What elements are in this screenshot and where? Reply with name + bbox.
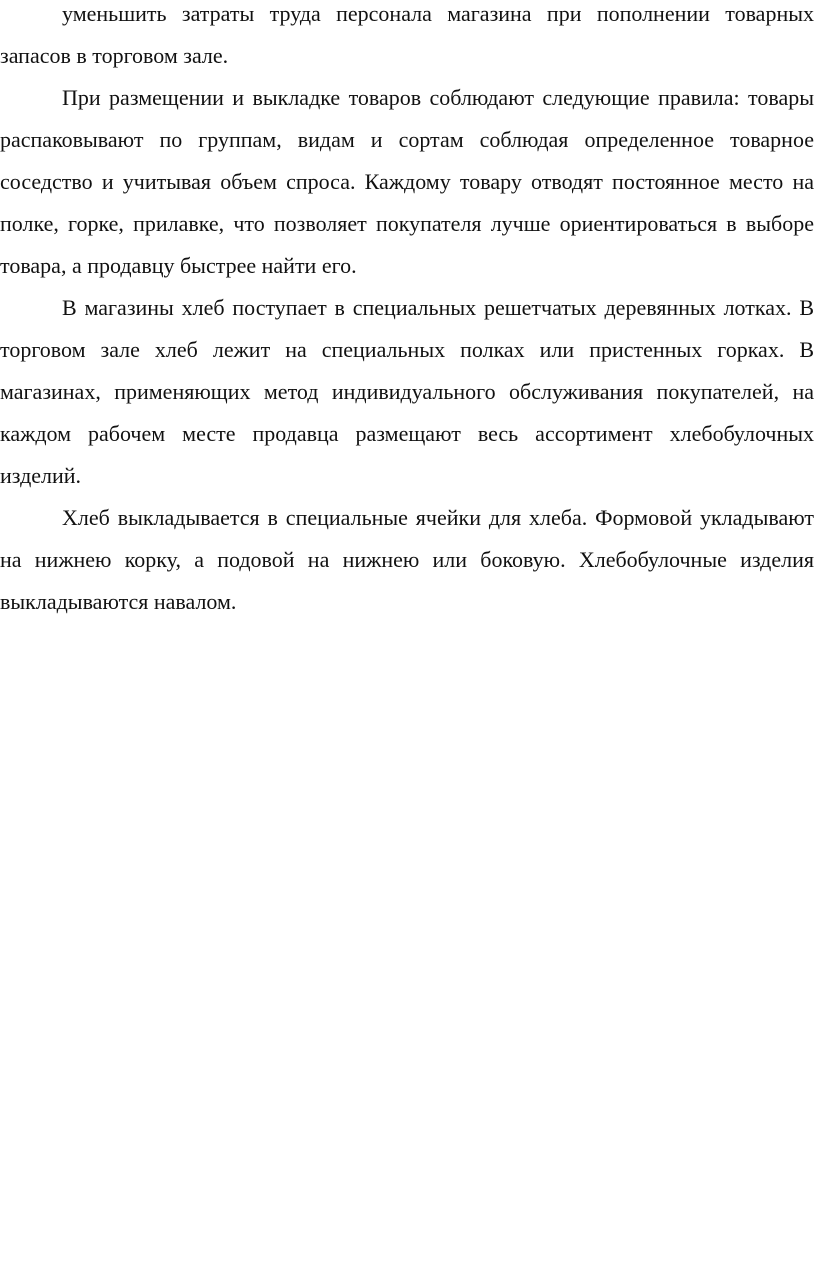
paragraph-bread-delivery: В магазины хлеб поступает в специальных решетчатых деревянных лотках. В торговом зале хлеб лежит на специальных полках или пристенных горках. В магазинах, применяющих метод индивидуального обслуживания покупателей, на каждом рабочем месте продавца размещают весь ассортимент хлебобулочных изделий. xyxy=(0,295,814,488)
paragraph-display-rules: При размещении и выкладке товаров соблюдают следующие правила: товары распаковывают по группам, видам и сортам соблюдая определенное товарное соседство и учитывая объем спроса. Каждому товару отводят постоянное место на полке, горке, прилавке, что позволяет покупателя лучше ориентироваться в выборе товара, а продавцу быстрее найти его. xyxy=(0,85,814,278)
paragraph-continuation: уменьшить затраты труда персонала магазина при пополнении товарных запасов в торговом зале. xyxy=(0,1,814,68)
paragraph-bread-layout: Хлеб выкладывается в специальные ячейки для хлеба. Формовой укладывают на нижнею корку, а подовой на нижнею или боковую. Хлебобулочные изделия выкладываются навалом. xyxy=(0,505,814,614)
